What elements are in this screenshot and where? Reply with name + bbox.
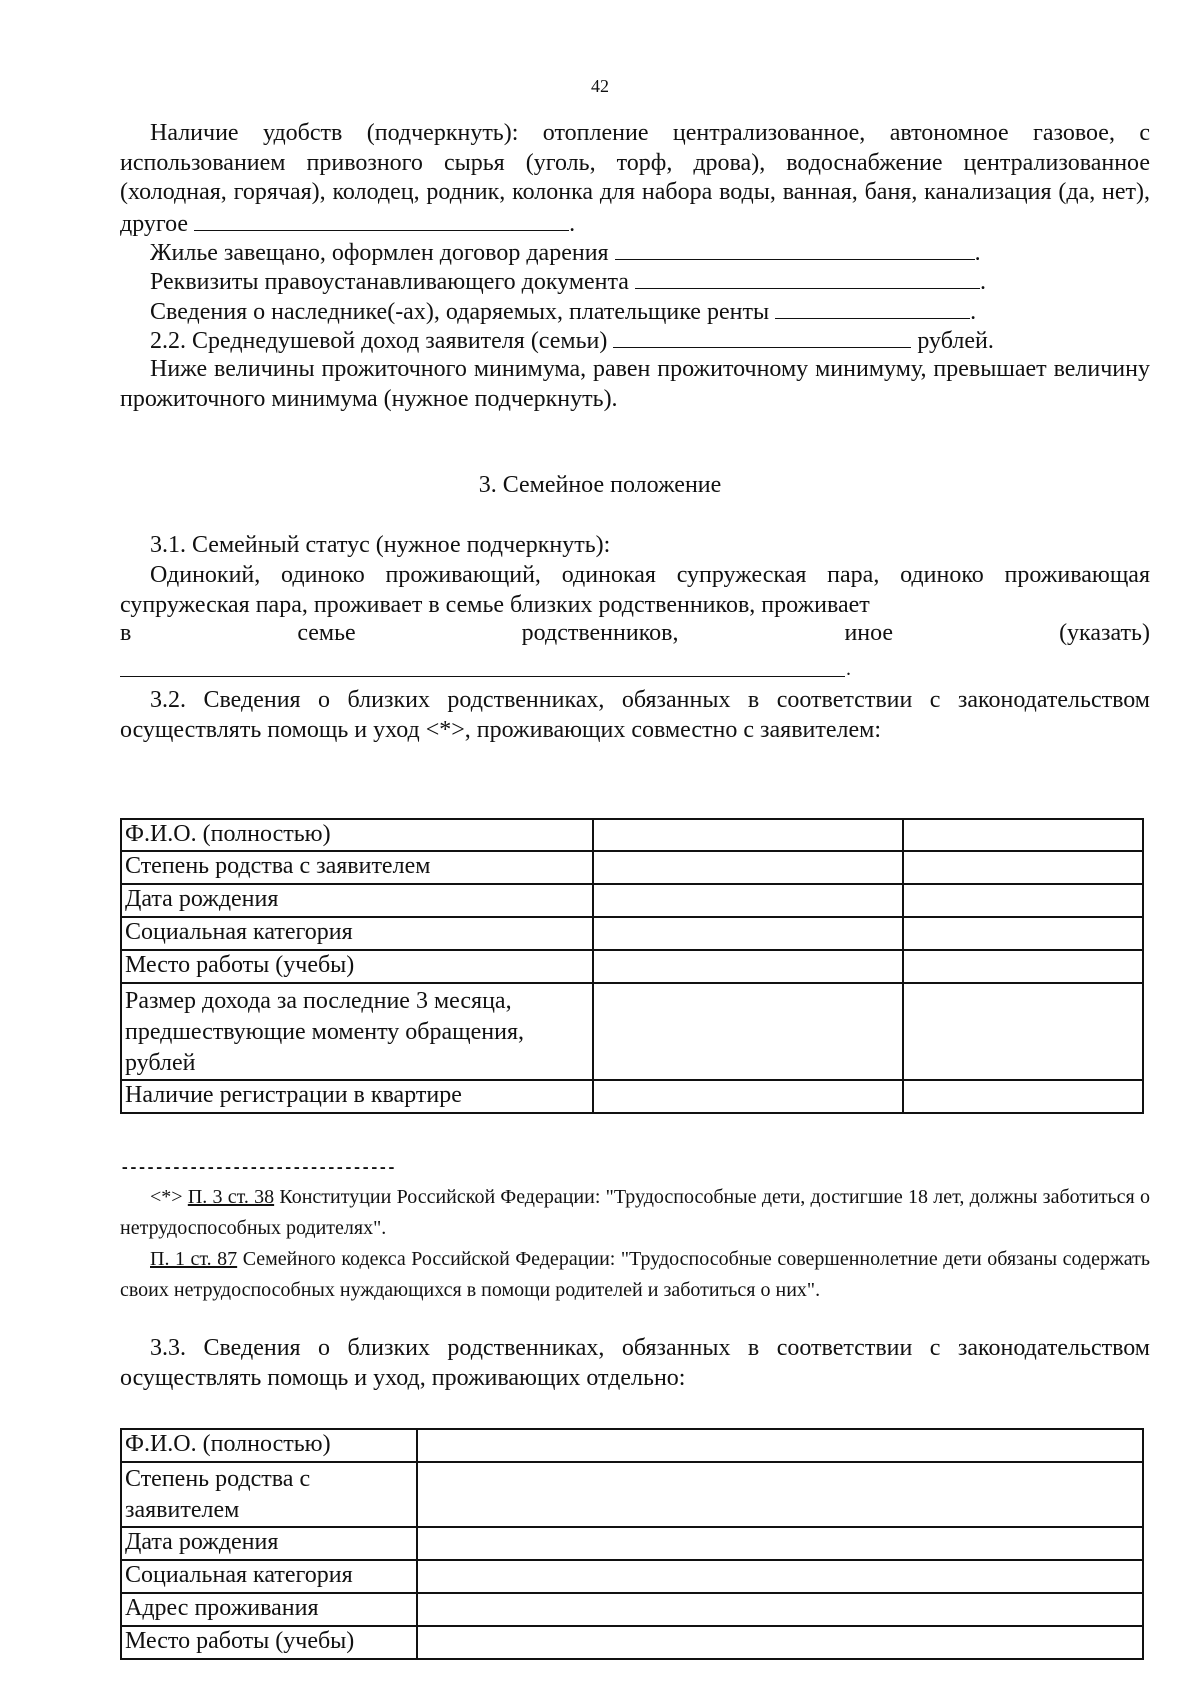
income-line: [120, 325, 1150, 357]
word-2: семье: [297, 620, 356, 646]
income-field[interactable]: [613, 325, 911, 348]
minimum-paragraph: Ниже величины прожиточного минимума, равен прожиточному минимуму, превышает величину прожиточного минимума (нужное подчеркнуть).: [120, 356, 1150, 412]
table-row: [121, 1462, 1143, 1527]
row-label: Ф.И.О. (полностью): [121, 1429, 417, 1462]
row-label: Наличие регистрации в квартире: [121, 1080, 593, 1113]
table-row: [121, 1429, 1143, 1462]
table-row: [121, 950, 1143, 983]
table-cell[interactable]: [417, 1560, 1143, 1593]
row-label: Размер дохода за последние 3 месяца, предшествующие моменту обращения, рублей: [121, 983, 593, 1080]
heirs-label: Сведения о наследнике(-ах), одаряемых, плательщике ренты: [150, 299, 770, 325]
table-row: [121, 983, 1143, 1080]
bequest-label: Жилье завещано, оформлен договор дарения: [150, 240, 609, 266]
table-row: [121, 1626, 1143, 1659]
amenities-paragraph: Наличие удобств (подчеркнуть): отопление централизованное, автономное газовое, с использованием привозного сырья (уголь, торф, дрова), водоснабжение централизованное (холодная, горячая), колодец, родник, колонка для набора воды, ванная, баня, канализация (да, нет), другое .: [120, 120, 1150, 237]
table-cell[interactable]: [903, 950, 1143, 983]
constitution-link[interactable]: П. 3 ст. 38: [187, 1186, 275, 1208]
table-cell[interactable]: [593, 1080, 903, 1113]
row-label: Дата рождения: [121, 884, 593, 917]
row-label: Место работы (учебы): [121, 950, 593, 983]
row-label: Социальная категория: [121, 917, 593, 950]
other-amenities-field[interactable]: [194, 208, 569, 231]
other-status-field[interactable]: [120, 676, 845, 677]
footnote-1-text: Конституции Российской Федерации: "Трудоспособные дети, достигшие 18 лет, должны заботиться о нетрудоспособных родителях".: [120, 1186, 1150, 1239]
table-row: [121, 1080, 1143, 1113]
table-cell[interactable]: [903, 983, 1143, 1080]
footnote-2: [120, 1244, 1150, 1306]
heirs-field[interactable]: [775, 296, 970, 319]
table-cell[interactable]: [903, 819, 1143, 851]
bequest-field[interactable]: [615, 237, 975, 260]
footnote-2-text: Семейного кодекса Российской Федерации: "Трудоспособные совершеннолетние дети обязаны содержать своих нетрудоспособных нуждающихся в помощи родителей и заботиться о них".: [120, 1248, 1150, 1301]
table-cell[interactable]: [417, 1429, 1143, 1462]
table-cell[interactable]: [593, 819, 903, 851]
family-status-title: 3.1. Семейный статус (нужное подчеркнуть):: [150, 532, 611, 558]
title-doc-label: Реквизиты правоустанавливающего документа: [150, 269, 629, 295]
row-label: Адрес проживания: [121, 1593, 417, 1626]
relatives-together-table: [120, 818, 1144, 1114]
word-5: (указать): [1059, 620, 1150, 646]
table-row: [121, 1593, 1143, 1626]
bequest-line: Жилье завещано, оформлен договор дарения .: [120, 237, 1150, 269]
heirs-line: Сведения о наследнике(-ах), одаряемых, плательщике ренты .: [120, 296, 1150, 328]
page-number: 42: [591, 76, 609, 96]
row-label: Ф.И.О. (полностью): [121, 819, 593, 851]
row-label: Социальная категория: [121, 1560, 417, 1593]
word-1: в: [120, 620, 132, 646]
family-code-link[interactable]: П. 1 ст. 87: [150, 1248, 238, 1270]
word-4: иное: [844, 620, 894, 646]
row-label: Дата рождения: [121, 1527, 417, 1560]
table-cell[interactable]: [903, 1080, 1143, 1113]
family-status-options: Одинокий, одиноко проживающий, одинокая супружеская пара, одиноко проживающая супружеская пара, проживает в семье близких родственников, проживает: [120, 562, 1150, 618]
table-row: [121, 819, 1143, 851]
table-cell[interactable]: [417, 1462, 1143, 1527]
table-cell[interactable]: [593, 950, 903, 983]
table-row: [121, 851, 1143, 884]
table-cell[interactable]: [593, 851, 903, 884]
row-label: Место работы (учебы): [121, 1626, 417, 1659]
table-cell[interactable]: [903, 851, 1143, 884]
table-row: [121, 884, 1143, 917]
amenities-text: Наличие удобств (подчеркнуть): отопление централизованное, автономное газовое, с использованием привозного сырья (уголь, торф, дрова), водоснабжение централизованное (холодная, горячая), колодец, родник, колонка для набора воды, ванная, баня, канализация (да, нет), другое: [120, 120, 1150, 237]
table-cell[interactable]: [903, 917, 1143, 950]
word-3: родственников,: [521, 620, 679, 646]
footnote-1: [120, 1182, 1150, 1244]
row-label: Степень родства с заявителем: [121, 1462, 417, 1527]
table-cell[interactable]: [903, 884, 1143, 917]
family-status-last-line: [120, 620, 1150, 647]
relatives-separate-paragraph: 3.3. Сведения о близких родственниках, обязанных в соответствии с законодательством осуществлять помощь и уход, проживающих отдельно:: [120, 1335, 1150, 1391]
other-status-period: .: [846, 658, 851, 680]
row-label: Степень родства с заявителем: [121, 851, 593, 884]
footnote-mark: <*>: [150, 1186, 183, 1208]
income-unit: рублей.: [917, 328, 994, 354]
table-cell[interactable]: [593, 917, 903, 950]
table-row: [121, 1527, 1143, 1560]
footnote-separator: --------------------------------: [120, 1159, 396, 1177]
relatives-separate-table: [120, 1428, 1144, 1660]
table-row: [121, 1560, 1143, 1593]
title-doc-line: Реквизиты правоустанавливающего документа .: [120, 266, 1150, 298]
title-doc-field[interactable]: [635, 266, 980, 289]
table-cell[interactable]: [593, 884, 903, 917]
income-label: 2.2. Среднедушевой доход заявителя (семьи): [150, 328, 608, 354]
table-cell[interactable]: [417, 1593, 1143, 1626]
section-3-heading: 3. Семейное положение: [478, 472, 722, 498]
table-cell[interactable]: [417, 1626, 1143, 1659]
table-row: [121, 917, 1143, 950]
table-cell[interactable]: [593, 983, 903, 1080]
table-cell[interactable]: [417, 1527, 1143, 1560]
relatives-together-paragraph: 3.2. Сведения о близких родственниках, обязанных в соответствии с законодательством осуществлять помощь и уход <*>, проживающих совместно с заявителем:: [120, 687, 1150, 743]
